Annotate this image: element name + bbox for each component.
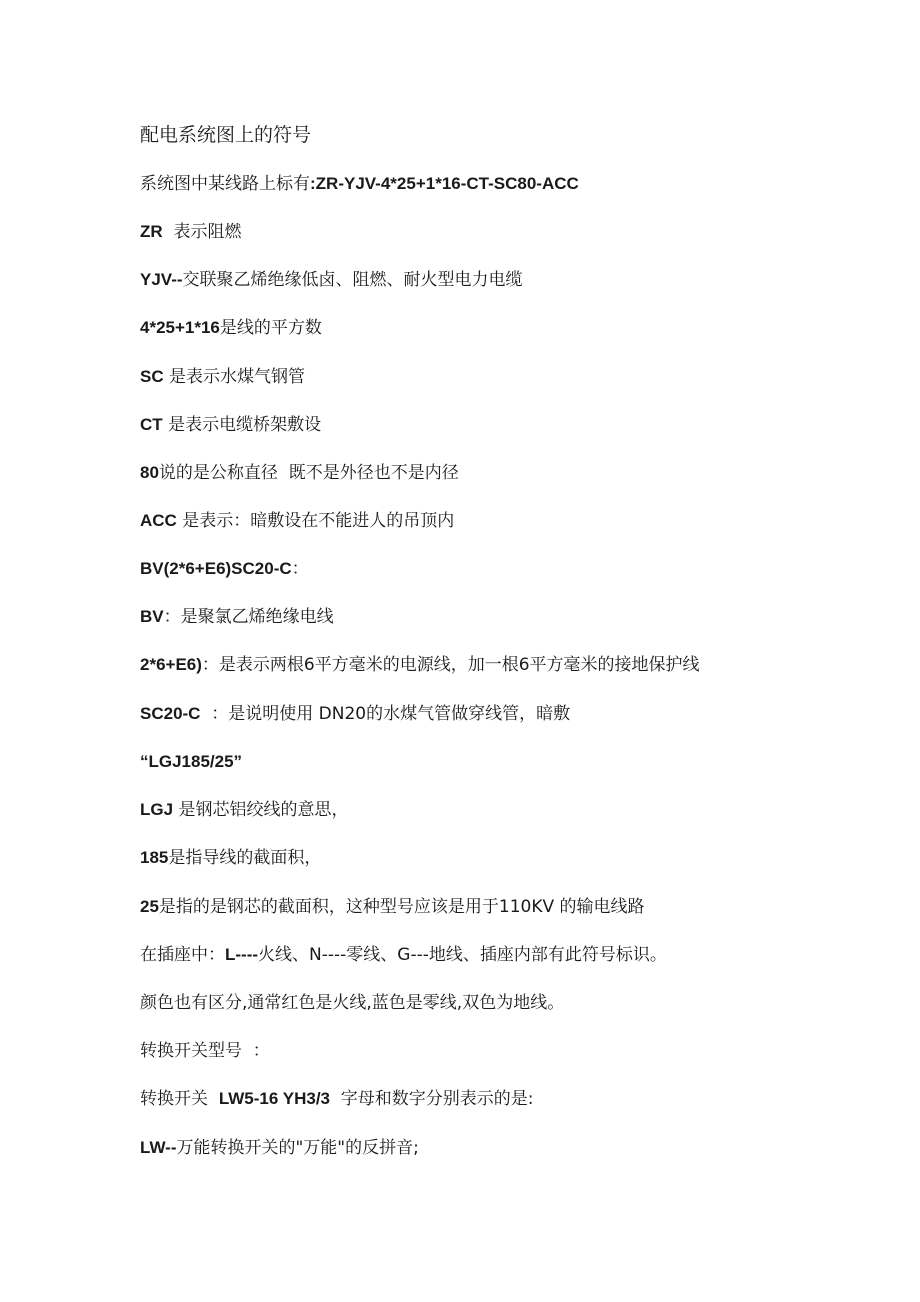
line-text: 是表示电缆桥架敷设 <box>162 415 322 435</box>
text-line <box>140 220 241 244</box>
line-text: 转换开关 <box>140 1089 219 1109</box>
line-code: “LGJ185/25” <box>140 752 243 771</box>
text-line <box>140 895 645 919</box>
line-text: 是线的平方数 <box>219 318 322 338</box>
line-text: 万能转换开关的"万能"的反拼音; <box>176 1138 419 1158</box>
line-code: BV <box>140 607 164 626</box>
line-text: 表示阻燃 <box>162 222 242 242</box>
text-line <box>140 605 334 629</box>
text-line <box>140 750 242 774</box>
line-code: ZR <box>140 222 163 241</box>
text-line <box>140 702 570 726</box>
line-text: ：是说明使用 DN20的水煤气管做穿线管，暗敷 <box>200 704 571 724</box>
document-title: 配电系统图上的符号 <box>140 124 312 146</box>
line-text: 交联聚乙烯绝缘低卤、阻燃、耐火型电力电缆 <box>182 270 523 290</box>
line-code: 25 <box>140 897 159 916</box>
line-code: BV(2*6+E6)SC20-C <box>140 559 292 578</box>
line-text: 是指的是钢芯的截面积，这种型号应该是用于110KV 的输电线路 <box>158 897 645 917</box>
line-text: ：是表示两根6平方毫米的电源线，加一根6平方毫米的接地保护线 <box>201 655 700 675</box>
line-text: 转换开关型号 ： <box>140 1041 270 1061</box>
text-line <box>140 172 579 196</box>
line-code: ACC <box>140 511 177 530</box>
line-text: ： <box>291 559 309 579</box>
text-line <box>140 798 348 822</box>
line-text: 是表示：暗敷设在不能进人的吊顶内 <box>176 511 455 531</box>
line-text: 火线、N----零线、G---地线、插座内部有此符号标识。 <box>258 945 667 965</box>
text-line <box>140 943 667 967</box>
line-code: SC20-C <box>140 704 201 723</box>
line-text: ：是聚氯乙烯绝缘电线 <box>163 607 334 627</box>
line-code: 185 <box>140 848 169 867</box>
text-line <box>140 509 454 533</box>
text-line <box>140 1087 534 1111</box>
text-line <box>140 557 309 581</box>
line-text: 说的是公称直径 既不是外径也不是内径 <box>158 463 459 483</box>
line-code: SC <box>140 367 164 386</box>
line-code: L---- <box>225 945 259 964</box>
line-code: LGJ <box>140 800 174 819</box>
text-line <box>140 316 322 340</box>
text-line <box>140 1039 270 1063</box>
line-code: LW-- <box>140 1138 177 1157</box>
line-text: 是表示水煤气钢管 <box>163 367 306 387</box>
line-code: :ZR-YJV-4*25+1*16-CT-SC80-ACC <box>310 174 579 193</box>
line-text: 是钢芯铝绞线的意思， <box>173 800 349 820</box>
line-code: 4*25+1*16 <box>140 318 220 337</box>
line-text: 是指导线的截面积， <box>168 848 322 868</box>
text-line <box>140 413 321 437</box>
line-code: 80 <box>140 463 159 482</box>
line-text: 字母和数字分别表示的是: <box>330 1089 534 1109</box>
line-code: LW5-16 YH3/3 <box>218 1089 330 1108</box>
line-text: 在插座中： <box>140 945 225 965</box>
text-line <box>140 653 700 677</box>
line-code: CT <box>140 415 163 434</box>
text-line <box>140 268 523 292</box>
text-line <box>140 991 564 1015</box>
line-text: 颜色也有区分,通常红色是火线,蓝色是零线,双色为地线。 <box>140 993 565 1013</box>
text-line <box>140 1136 419 1160</box>
text-line <box>140 461 459 485</box>
line-text: 系统图中某线路上标有 <box>140 174 310 194</box>
line-code: YJV-- <box>140 270 183 289</box>
text-line <box>140 365 305 389</box>
line-code: 2*6+E6) <box>140 655 202 674</box>
text-line <box>140 846 321 870</box>
